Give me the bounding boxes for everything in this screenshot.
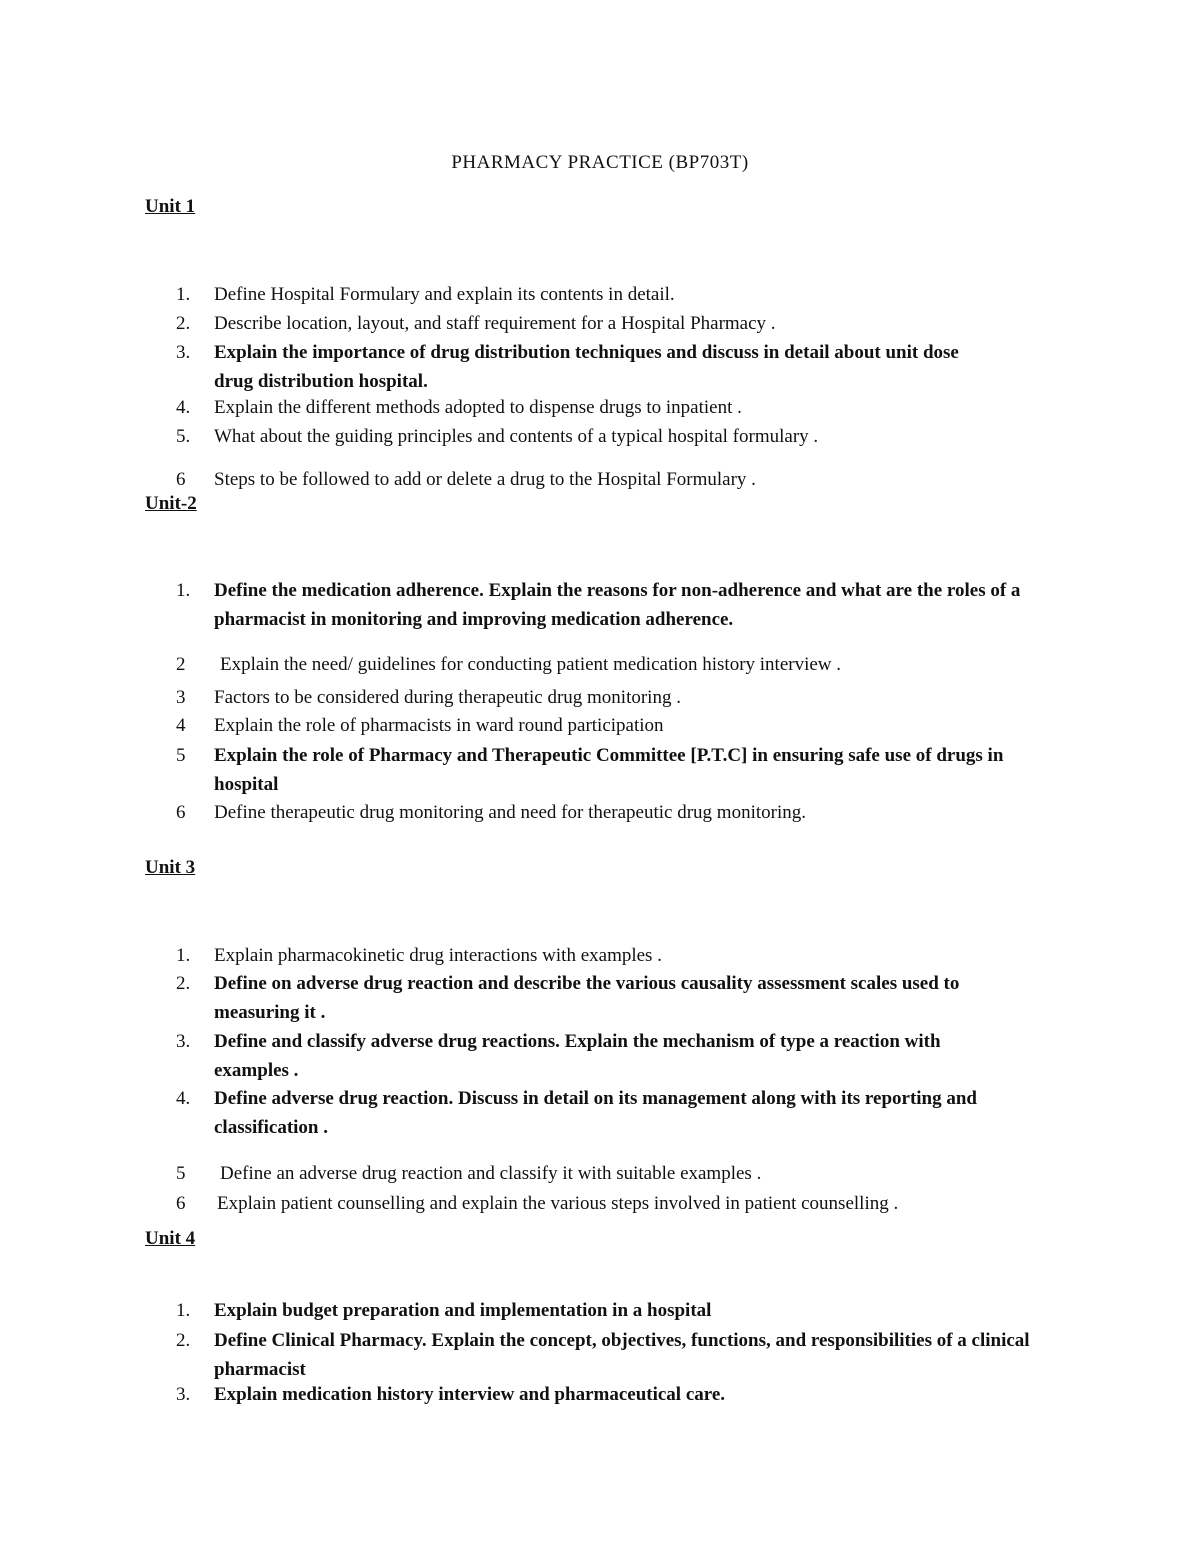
- item-text: Define on adverse drug reaction and describe the various causality assessment scales used to measuring it .: [214, 973, 960, 1023]
- item-text: Define an adverse drug reaction and classify it with suitable examples .: [220, 1163, 762, 1184]
- item-text: What about the guiding principles and contents of a typical hospital formulary .: [214, 426, 819, 447]
- item-number: 6: [176, 469, 186, 490]
- item-number: 2: [176, 654, 186, 675]
- item-number: 1.: [176, 580, 191, 601]
- item-text: Explain the role of pharmacists in ward round participation: [214, 715, 664, 736]
- item-number: 5.: [176, 426, 191, 447]
- item-text: Define Clinical Pharmacy. Explain the concept, objectives, functions, and responsibilities of a clinical pharmacist: [214, 1330, 1030, 1380]
- item-text: Explain the role of Pharmacy and Therapeutic Committee [P.T.C] in ensuring safe use of drugs in hospital: [214, 745, 1004, 795]
- item-number: 2.: [176, 973, 191, 994]
- item-number: 2.: [176, 1330, 191, 1351]
- item-text: Define Hospital Formulary and explain its contents in detail.: [214, 284, 675, 305]
- item-text: Factors to be considered during therapeutic drug monitoring .: [214, 687, 681, 708]
- item-number: 5: [176, 1163, 186, 1184]
- item-number: 4: [176, 715, 186, 736]
- item-number: 4.: [176, 1088, 191, 1109]
- item-text: Explain the importance of drug distribution techniques and discuss in detail about unit dose drug distribution hospital.: [214, 342, 959, 392]
- item-number: 4.: [176, 397, 191, 418]
- item-text: Explain the need/ guidelines for conducting patient medication history interview .: [220, 654, 842, 675]
- unit-3-heading: Unit 3: [145, 857, 196, 878]
- item-number: 6: [176, 1193, 186, 1214]
- item-number: 2.: [176, 313, 191, 334]
- item-text: Explain patient counselling and explain the various steps involved in patient counselling .: [217, 1193, 899, 1214]
- item-number: 1.: [176, 945, 191, 966]
- unit-2-heading: Unit-2: [145, 493, 197, 514]
- item-text: Explain medication history interview and pharmaceutical care.: [214, 1384, 726, 1405]
- item-number: 3.: [176, 342, 191, 363]
- unit-1-heading: Unit 1: [145, 196, 196, 217]
- item-text: Explain the different methods adopted to dispense drugs to inpatient .: [214, 397, 742, 418]
- item-text: Steps to be followed to add or delete a drug to the Hospital Formulary .: [214, 469, 756, 490]
- item-text: Define and classify adverse drug reactions. Explain the mechanism of type a reaction with examples .: [214, 1031, 941, 1081]
- item-number: 5: [176, 745, 186, 766]
- item-number: 3.: [176, 1031, 191, 1052]
- document-title: PHARMACY PRACTICE (BP703T): [451, 152, 749, 173]
- item-text: Explain budget preparation and implementation in a hospital: [214, 1300, 712, 1321]
- item-text: Define therapeutic drug monitoring and need for therapeutic drug monitoring.: [214, 802, 806, 823]
- item-text: Define adverse drug reaction. Discuss in detail on its management along with its reporting and classification .: [214, 1088, 977, 1138]
- item-number: 6: [176, 802, 186, 823]
- item-text: Describe location, layout, and staff requirement for a Hospital Pharmacy .: [214, 313, 776, 334]
- item-number: 3.: [176, 1384, 191, 1405]
- item-text: Define the medication adherence. Explain the reasons for non-adherence and what are the roles of a pharmacist in monitoring and improving medication adherence.: [214, 580, 1021, 630]
- item-number: 3: [176, 687, 186, 708]
- item-number: 1.: [176, 1300, 191, 1321]
- unit-4-heading: Unit 4: [145, 1228, 196, 1249]
- item-number: 1.: [176, 284, 191, 305]
- item-text: Explain pharmacokinetic drug interactions with examples .: [214, 945, 662, 966]
